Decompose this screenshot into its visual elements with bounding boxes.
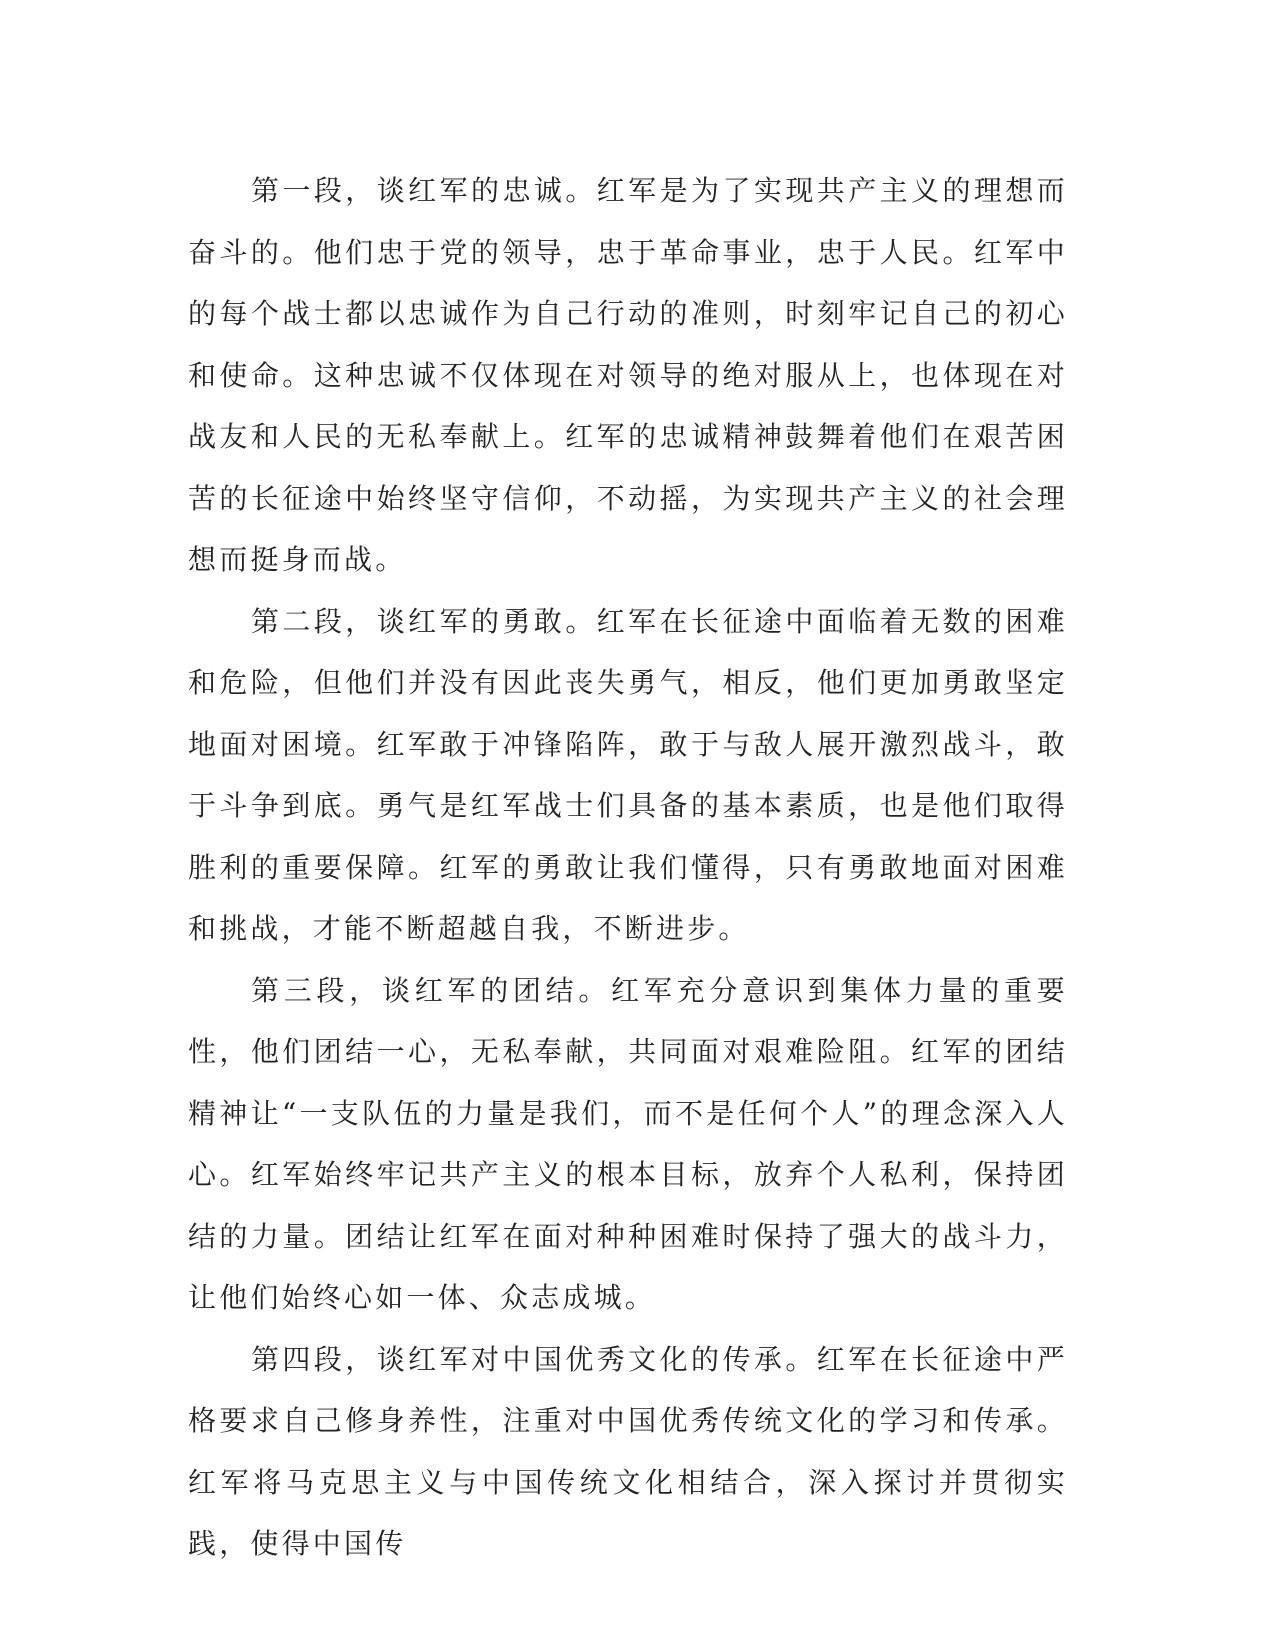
paragraph-2: 第二段，谈红军的勇敢。红军在长征途中面临着无数的困难和危险，但他们并没有因此丧失勇气，相反，他们更加勇敢坚定地面对困境。红军敢于冲锋陷阵，敢于与敌人展开激烈战斗，敢于斗争到底。勇气是红军战士们具备的基本素质，也是他们取得胜利的重要保障。红军的勇敢让我们懂得，只有勇敢地面对困难和挑战，才能不断超越自我，不断进步。	[188, 604, 1068, 945]
document-body	[188, 160, 1068, 1575]
paragraph-1: 第一段，谈红军的忠诚。红军是为了实现共产主义的理想而奋斗的。他们忠于党的领导，忠于革命事业，忠于人民。红军中的每个战士都以忠诚作为自己行动的准则，时刻牢记自己的初心和使命。这种忠诚不仅体现在对领导的绝对服从上，也体现在对战友和人民的无私奉献上。红军的忠诚精神鼓舞着他们在艰苦困苦的长征途中始终坚守信仰，不动摇，为实现共产主义的社会理想而挺身而战。	[188, 174, 1068, 576]
paragraph-3: 第三段，谈红军的团结。红军充分意识到集体力量的重要性，他们团结一心，无私奉献，共同面对艰难险阻。红军的团结精神让“一支队伍的力量是我们，而不是任何个人”的理念深入人心。红军始终牢记共产主义的根本目标，放弃个人私利，保持团结的力量。团结让红军在面对种种困难时保持了强大的战斗力，让他们始终心如一体、众志成城。	[188, 973, 1068, 1314]
paragraph-4: 第四段，谈红军对中国优秀文化的传承。红军在长征途中严格要求自己修身养性，注重对中国优秀传统文化的学习和传承。红军将马克思主义与中国传统文化相结合，深入探讨并贯彻实践，使得中国传	[188, 1342, 1068, 1560]
